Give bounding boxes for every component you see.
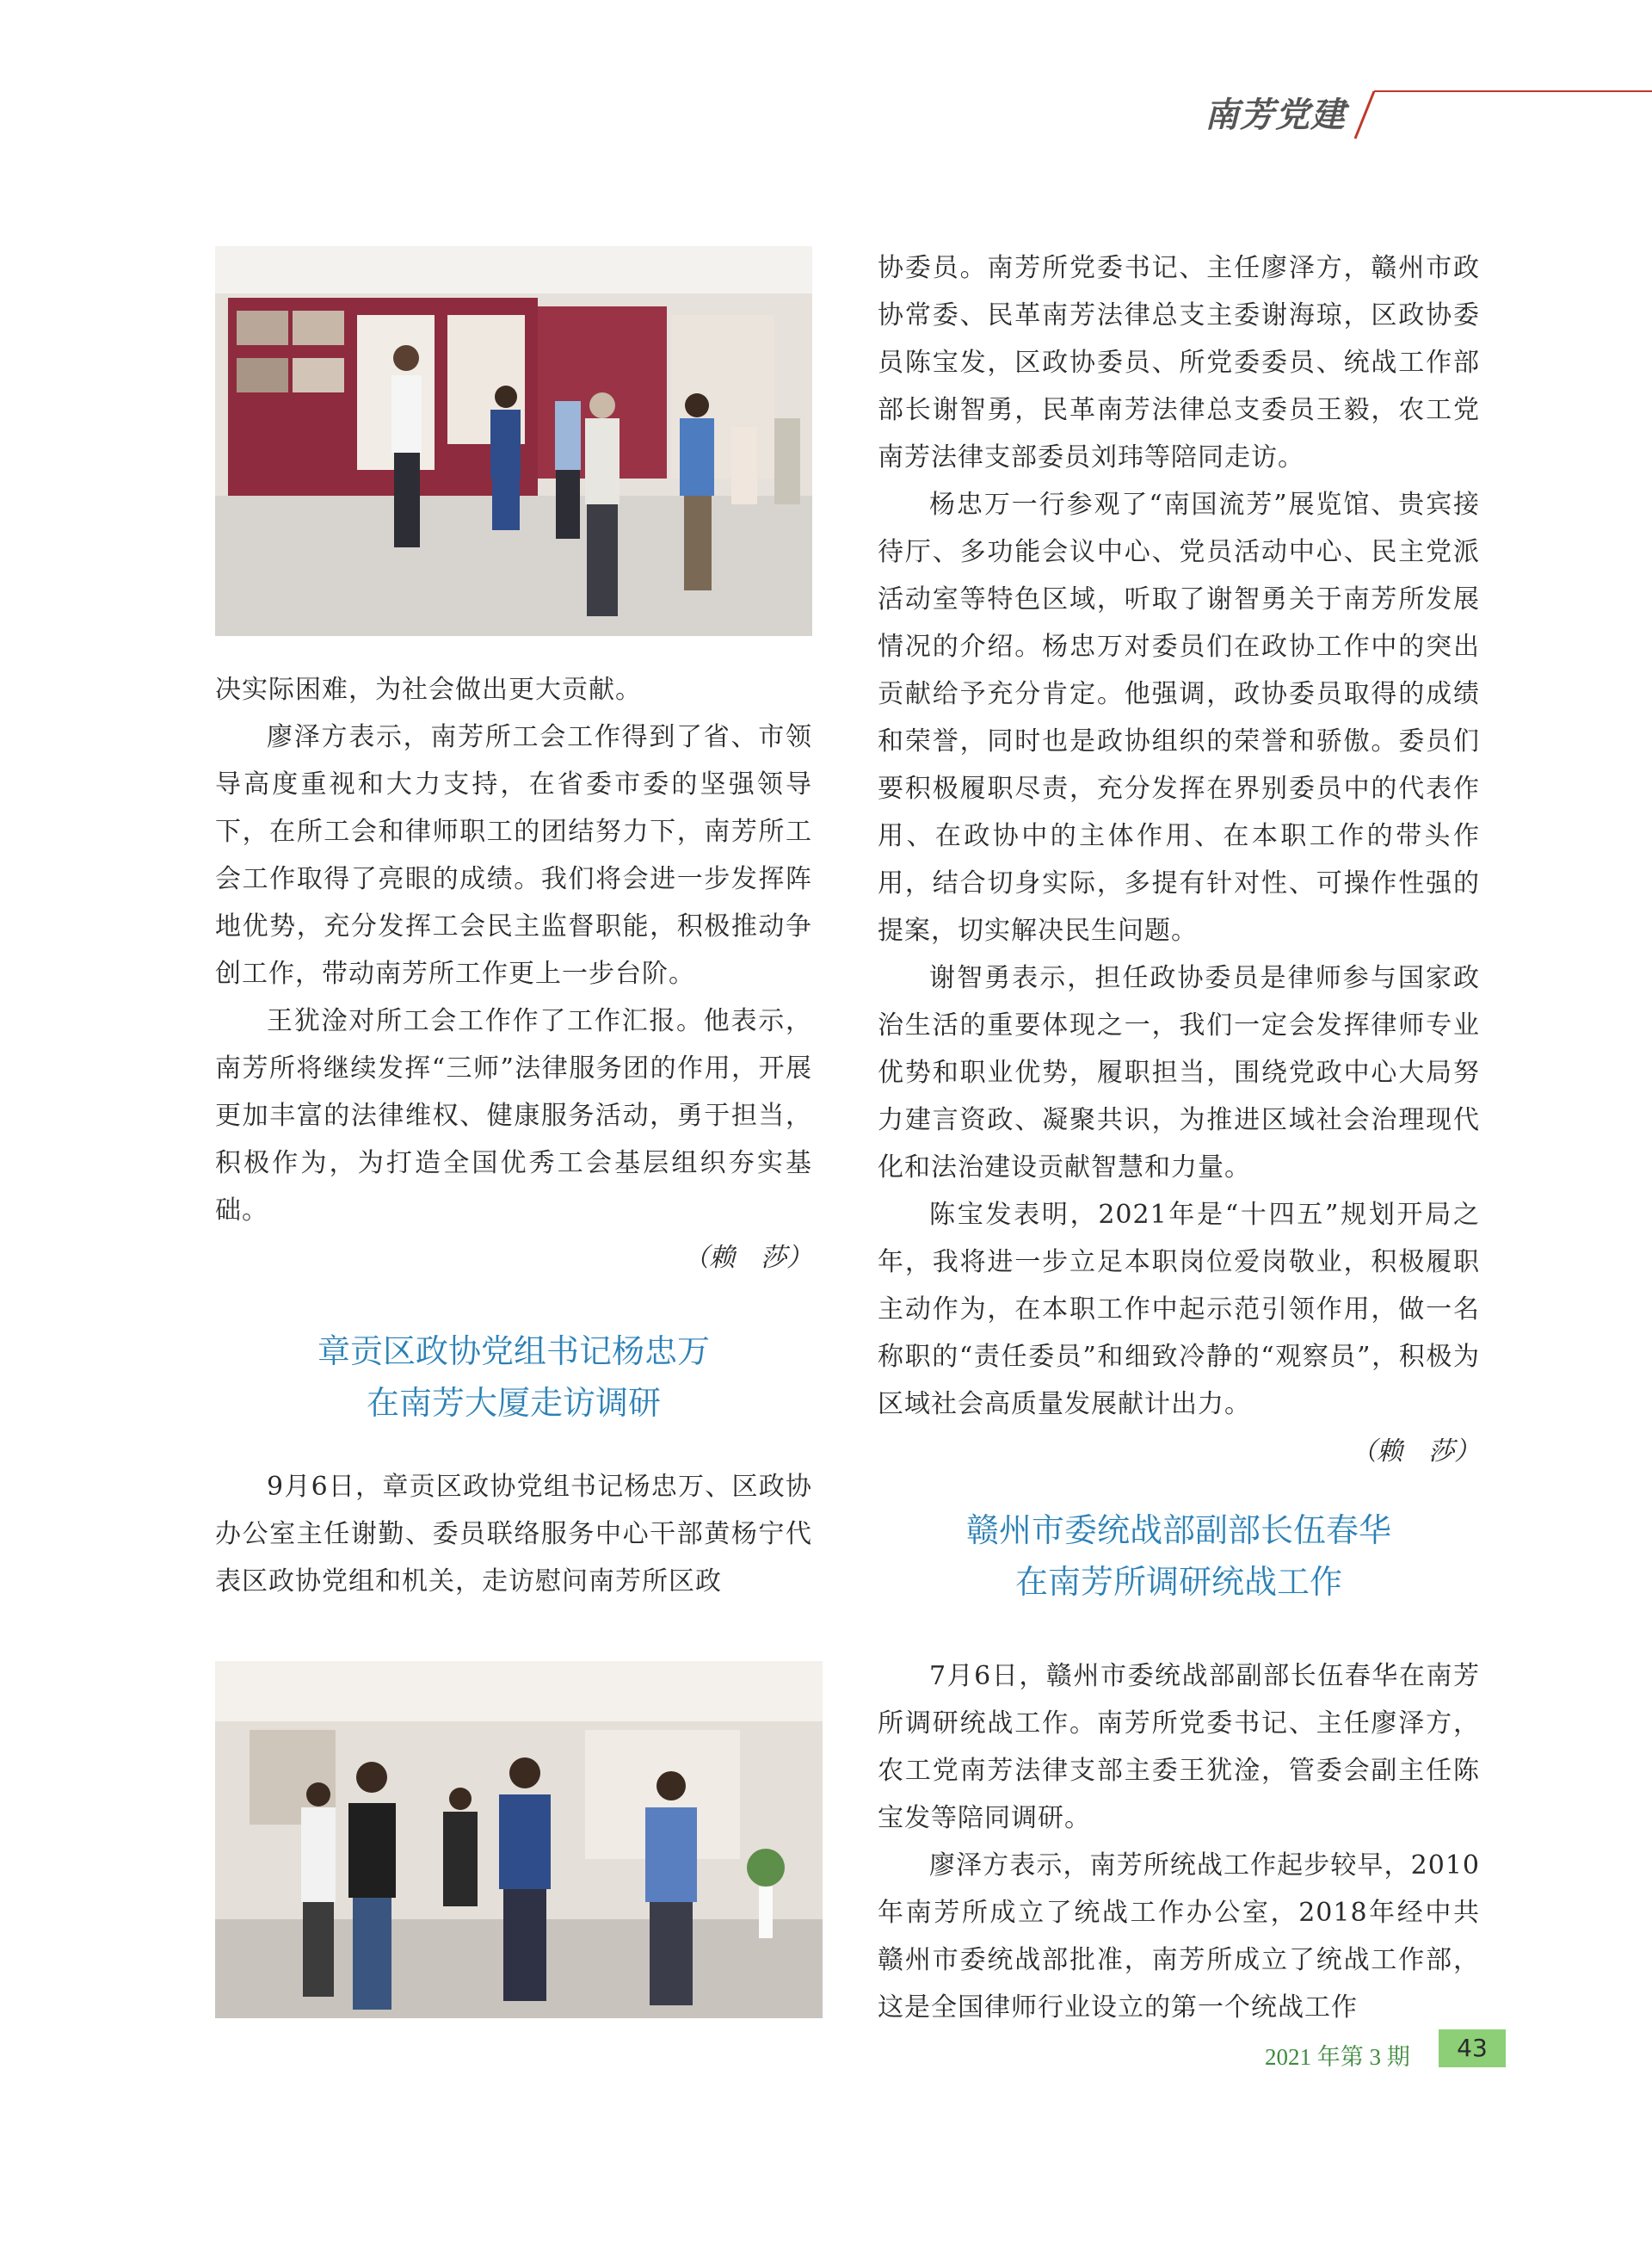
article2-body bbox=[215, 1463, 812, 1605]
article3-headline bbox=[878, 1504, 1480, 1608]
article2-paragraph-1: 9月6日，章贡区政协党组书记杨忠万、区政协办公室主任谢勤、委员联络服务中心干部黄杨宁代表区政协党组和机关，走访慰问南芳所区政 bbox=[215, 1472, 812, 1597]
article3-paragraph-1: 7月6日，赣州市委统战部副部长伍春华在南芳所调研统战工作。南芳所党委书记、主任廖泽方，农工党南芳法律支部主委王犹淦，管委会副主任陈宝发等陪同调研。 bbox=[878, 1661, 1480, 1833]
left-byline: （赖 莎） bbox=[683, 1243, 812, 1273]
left-paragraph-3: 王犹淦对所工会工作作了工作汇报。他表示，南芳所将继续发挥“三师”法律服务团的作用，开展更加丰富的法律维权、健康服务活动，勇于担当，积极作为，为打造全国优秀工会基层组织夯实基础。 bbox=[215, 1006, 812, 1226]
article2-headline bbox=[215, 1325, 812, 1429]
section-header bbox=[1205, 83, 1652, 143]
right-paragraph-2: 杨忠万一行参观了“南国流芳”展览馆、贵宾接待厅、多功能会议中心、党员活动中心、民主党派活动室等特色区域，听取了谢智勇关于南芳所发展情况的介绍。杨忠万对委员们在政协工作中的突出贡献给予充分肯定。他强调，政协委员取得的成绩和荣誉，同时也是政协组织的荣誉和骄傲。委员们要积极履职尽责，充分发挥在界别委员中的代表作用、在政协中的主体作用、在本职工作的带头作用，结合切身实际，多提有针对性、可操作性强的提案，切实解决民生问题。 bbox=[878, 490, 1480, 946]
right-paragraph-3: 谢智勇表示，担任政协委员是律师参与国家政治生活的重要体现之一，我们一定会发挥律师专业优势和职业优势，履职担当，围绕党政中心大局努力建言资政、凝聚共识，为推进区域社会治理现代化和法治建设贡献智慧和力量。 bbox=[878, 963, 1480, 1183]
article2-title-line2: 在南芳大厦走访调研 bbox=[366, 1384, 661, 1422]
article3-title-line2: 在南芳所调研统战工作 bbox=[1014, 1563, 1342, 1601]
right-paragraph-4: 陈宝发表明，2021年是“十四五”规划开局之年，我将进一步立足本职岗位爱岗敬业，积极履职主动作为，在本职工作中起示范引领作用，做一名称职的“责任委员”和细致冷静的“观察员”，积极为区域社会高质量发展献计出力。 bbox=[878, 1200, 1480, 1419]
right-paragraph-1: 协委员。南芳所党委书记、主任廖泽方，赣州市政协常委、民革南芳法律总支主委谢海琼，区政协委员陈宝发，区政协委员、所党委委员、统战工作部部长谢智勇，民革南芳法律总支委员王毅，农工党南芳法律支部委员刘玮等陪同走访。 bbox=[878, 253, 1480, 472]
right-column bbox=[878, 244, 1480, 1475]
issue-label: 2021 年第 3 期 bbox=[1265, 2044, 1410, 2070]
page-number: 43 bbox=[1439, 2029, 1506, 2067]
visit-photo bbox=[215, 1661, 823, 2018]
left-column bbox=[215, 666, 812, 1282]
left-paragraph-1: 决实际困难，为社会做出更大贡献。 bbox=[215, 675, 642, 705]
left-paragraph-2: 廖泽方表示，南芳所工会工作得到了省、市领导高度重视和大力支持，在省委市委的坚强领导下，在所工会和律师职工的团结努力下，南芳所工会工作取得了亮眼的成绩。我们将会进一步发挥阵地优势，充分发挥工会民主监督职能，积极推动争创工作，带动南芳所工作更上一步台阶。 bbox=[215, 722, 812, 989]
article2-title-line1: 章贡区政协党组书记杨忠万 bbox=[317, 1332, 710, 1370]
right-byline: （赖 莎） bbox=[1351, 1436, 1480, 1467]
article3-title-line1: 赣州市委统战部副部长伍春华 bbox=[965, 1511, 1391, 1549]
section-title: 南芳党建 bbox=[1205, 96, 1346, 135]
article3-paragraph-2: 廖泽方表示，南芳所统战工作起步较早，2010年南芳所成立了统战工作办公室，2018年经中共赣州市委统战部批准，南芳所成立了统战工作部，这是全国律师行业设立的第一个统战工作 bbox=[878, 1850, 1480, 2023]
exhibition-photo bbox=[215, 246, 812, 636]
article3-body bbox=[878, 1652, 1480, 2031]
